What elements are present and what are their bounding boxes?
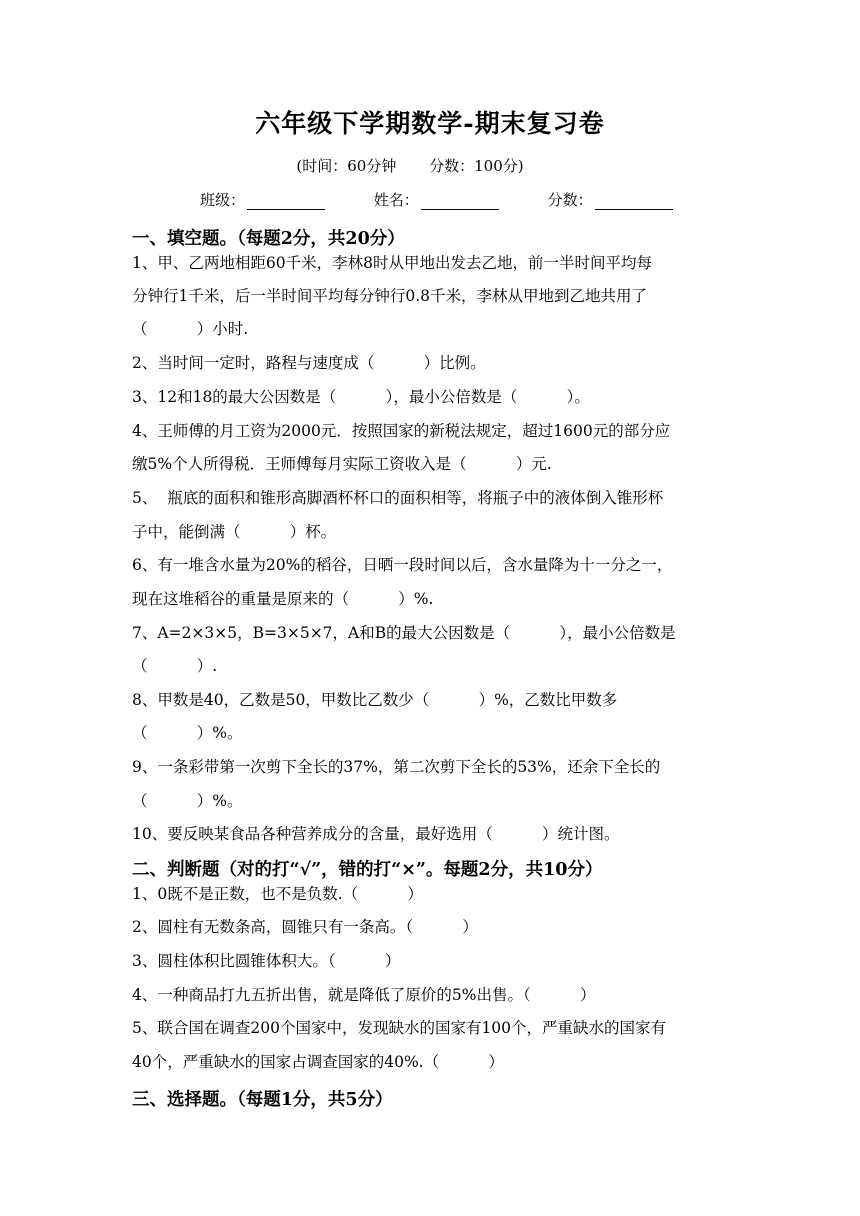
total-score: 分数：100分) [429,157,524,175]
question-line: （ ）小时. [132,320,249,338]
question-line: 5、 瓶底的面积和锥形高脚酒杯杯口的面积相等，将瓶子中的液体倒入锥形杯 [132,489,664,507]
question-line: （ ）. [132,657,218,675]
page-title: 六年级下学期数学-期末复习卷 [255,109,605,138]
score-field [548,189,673,210]
question-line: （ ）%。 [132,792,243,810]
section-2-heading: 二、判断题（对的打“√”，错的打“×”。每题2分，共10分） [132,860,603,880]
question-line: 5、联合国在调查200个国家中，发现缺水的国家有100个，严重缺水的国家有 [132,1019,667,1037]
question-line: 9、一条彩带第一次剪下全长的37%，第二次剪下全长的53%，还余下全长的 [132,758,661,776]
question-line: （ ）%。 [132,724,243,742]
question-line: 现在这堆稻谷的重量是原来的（ ）%. [132,590,434,608]
name-field [374,189,499,210]
score-blank [595,193,673,210]
exam-subtitle [0,155,820,176]
name-label: 姓名： [373,191,419,209]
question-line: 1、0既不是正数，也不是负数.（ ） [132,885,423,903]
question-line: 分钟行1千米，后一半时间平均每分钟行0.8千米，李林从甲地到乙地共用了 [132,287,648,305]
question-line: 1、甲、乙两地相距60千米，李林8时从甲地出发去乙地，前一半时间平均每 [132,254,652,272]
class-label: 班级： [200,191,246,209]
name-blank [421,193,499,210]
question-line: 7、A=2×3×5，B=3×5×7，A和B的最大公因数是（ ），最小公倍数是 [132,624,676,642]
section-1-heading: 一、填空题。（每题2分，共20分） [132,229,405,249]
question-line: 2、圆柱有无数条高，圆锥只有一条高。（ ） [132,918,478,936]
question-line: 2、当时间一定时，路程与速度成（ ）比例。 [132,354,486,372]
question-line: 缴5%个人所得税．王师傅每月实际工资收入是（ ）元. [132,455,552,473]
question-line: 40个，严重缺水的国家占调查国家的40%.（ ） [132,1053,504,1071]
question-line: 6、有一堆含水量为20%的稻谷，日晒一段时间以后，含水量降为十一分之一， [132,556,673,574]
question-line: 8、甲数是40，乙数是50，甲数比乙数少（ ）%，乙数比甲数多 [132,691,618,709]
question-line: 4、一种商品打九五折出售，就是降低了原价的5%出售。（ ） [132,986,596,1004]
question-line: 子中，能倒满（ ）杯。 [132,523,337,541]
question-line: 4、王师傅的月工资为2000元．按照国家的新税法规定，超过1600元的部分应 [132,422,671,440]
question-line: 3、12和18的最大公因数是（ ），最小公倍数是（ ）。 [132,388,590,406]
section-3-heading: 三、选择题。（每题1分，共5分） [132,1090,393,1110]
question-line: 10、要反映某食品各种营养成分的含量，最好选用（ ）统计图。 [132,825,620,843]
student-info-row [200,189,717,210]
question-line: 3、圆柱体积比圆锥体积大。（ ） [132,952,401,970]
score-label: 分数： [547,191,593,209]
class-blank [247,193,325,210]
class-field [200,189,325,210]
time-limit: (时间：60分钟 [296,157,397,175]
